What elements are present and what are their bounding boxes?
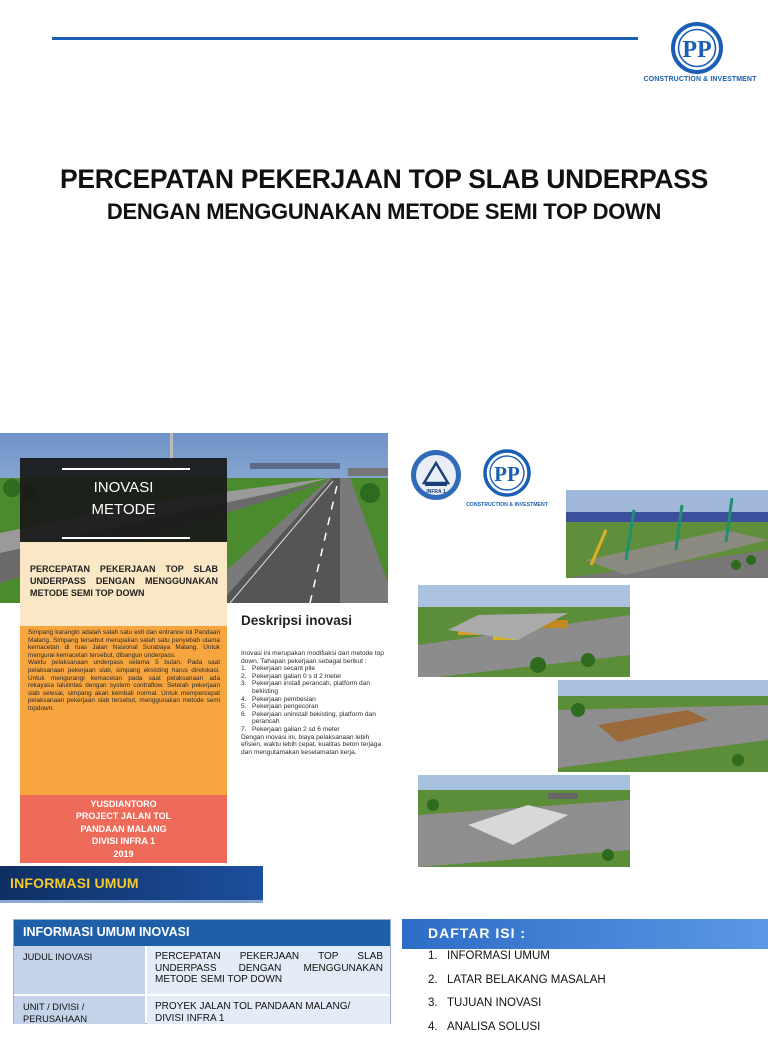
table-row-label xyxy=(14,996,145,1024)
informasi-umum-underline xyxy=(0,900,263,903)
list-item: 5. Pekerjaan pengecoran xyxy=(241,703,385,711)
inovasi-metode-label xyxy=(20,477,227,521)
panel-top-rule xyxy=(62,468,190,470)
background-paragraph-2: Waktu pelaksanaan underpass selama 5 bulan. Pada saat pelaksanaan pekerjaan slab, simpang eksisting harus direlokasi. Untuk mengurangi kemacetan pada saat pelaksanaan ada rekayasa lalulintas dengan system contraflow. Setelah pekerjaan slab selesai, simpang akan kembali normal. Untuk mempercepat pelaksanaan pekerjaan slab tersebut, menggunakan metode semi topdown. xyxy=(28,659,220,712)
judul-inovasi-label: JUDUL INOVASI xyxy=(23,952,92,964)
list-item: 7. Pekerjaan galian 2 sd 6 meter xyxy=(241,726,385,734)
info-table-header xyxy=(14,920,390,946)
description-body xyxy=(241,650,385,756)
list-item: 3. Pekerjaan install perancah, platform dan bekisting xyxy=(241,680,385,695)
daftar-isi-list xyxy=(428,950,748,1044)
table-row-value xyxy=(147,946,390,994)
informasi-umum-bar xyxy=(0,866,263,900)
unit-value: PROYEK JALAN TOL PANDAAN MALANG/ DIVISI INFRA 1 xyxy=(155,1001,383,1024)
page-title-line2: DENGAN MENGGUNAKAN METODE SEMI TOP DOWN xyxy=(0,199,768,225)
unit-label: UNIT / DIVISI / PERUSAHAAN xyxy=(23,1002,87,1025)
construction-image-3 xyxy=(558,680,768,772)
background-paragraph-1: Simpang karanglo adalah salah satu exit dan entrance tol Pandaan Malang. Simpang tersebut merupakan salah satu penyebab utama kemacetan di ruas Jalan Nasional Surabaya Malang. Untuk mengurai kemacetan tersebut, dibangun underpass. xyxy=(28,629,220,659)
list-item: 1. Pekerjaan secant pile xyxy=(241,665,385,673)
table-row-label xyxy=(14,946,145,994)
description-outro: Dengan inovasi ini, biaya pelaksanaan lebih efisien, waktu lebih cepat, kualitas beton terjaga dan mengutamakan keselamatan kerja. xyxy=(241,734,385,757)
construction-image-4 xyxy=(418,775,630,867)
author-division: DIVISI INFRA 1 xyxy=(20,835,227,847)
pp-small-logo-text: PP xyxy=(494,462,520,486)
description-title: Deskripsi inovasi xyxy=(241,613,352,628)
list-item: 6. Pekerjaan uninstall bekisting, platform dan perancah xyxy=(241,711,385,726)
author-name: YUSDIANTORO xyxy=(20,798,227,810)
author-block xyxy=(20,798,227,860)
pp-logo-caption: CONSTRUCTION & INVESTMENT xyxy=(632,76,768,83)
pp-small-caption: CONSTRUCTION & INVESTMENT xyxy=(459,502,555,508)
poster-subtitle: PERCEPATAN PEKERJAAN TOP SLAB UNDERPASS DENGAN MENGGUNAKAN METODE SEMI TOP DOWN xyxy=(30,563,218,599)
list-item[interactable]: 2. LATAR BELAKANG MASALAH xyxy=(428,974,748,998)
list-item[interactable]: 4. ANALISA SOLUSI xyxy=(428,1021,748,1044)
infra1-logo-icon xyxy=(410,449,462,501)
construction-image-2 xyxy=(418,585,630,677)
daftar-isi-title: DAFTAR ISI : xyxy=(428,925,526,941)
author-project-2: PANDAAN MALANG xyxy=(20,823,227,835)
label-line2: METODE xyxy=(20,499,227,521)
author-year: 2019 xyxy=(20,848,227,860)
description-intro: Inovasi ini merupakan modifiaksi dari metode top down. Tahapan pekerjaan sebagai berikut : xyxy=(241,650,385,665)
label-line1: INOVASI xyxy=(20,477,227,499)
page-title-line1: PERCEPATAN PEKERJAAN TOP SLAB UNDERPASS xyxy=(0,164,768,195)
header-divider-line xyxy=(52,37,638,40)
construction-image-1 xyxy=(566,490,768,578)
author-project-1: PROJECT JALAN TOL xyxy=(20,810,227,822)
background-text xyxy=(28,629,220,713)
list-item[interactable]: 1. INFORMASI UMUM xyxy=(428,950,748,974)
infra1-logo-text: INFRA 1 xyxy=(426,489,445,495)
list-item: 2. Pekerjaan galian 0 s d 2 meter xyxy=(241,673,385,681)
judul-inovasi-value: PERCEPATAN PEKERJAAN TOP SLAB UNDERPASS DENGAN MENGGUNAKAN METODE SEMI TOP DOWN xyxy=(155,951,383,986)
daftar-isi-bar xyxy=(402,919,768,949)
table-row-value xyxy=(147,996,390,1024)
pp-logo-text: PP xyxy=(682,37,711,63)
panel-bottom-rule xyxy=(62,537,190,539)
list-item[interactable]: 3. TUJUAN INOVASI xyxy=(428,997,748,1021)
informasi-umum-title: INFORMASI UMUM xyxy=(10,875,139,891)
info-table-title: INFORMASI UMUM INOVASI xyxy=(23,925,189,939)
list-item: 4. Pekerjaan pembesian xyxy=(241,696,385,704)
pp-logo-small-icon xyxy=(476,447,538,501)
